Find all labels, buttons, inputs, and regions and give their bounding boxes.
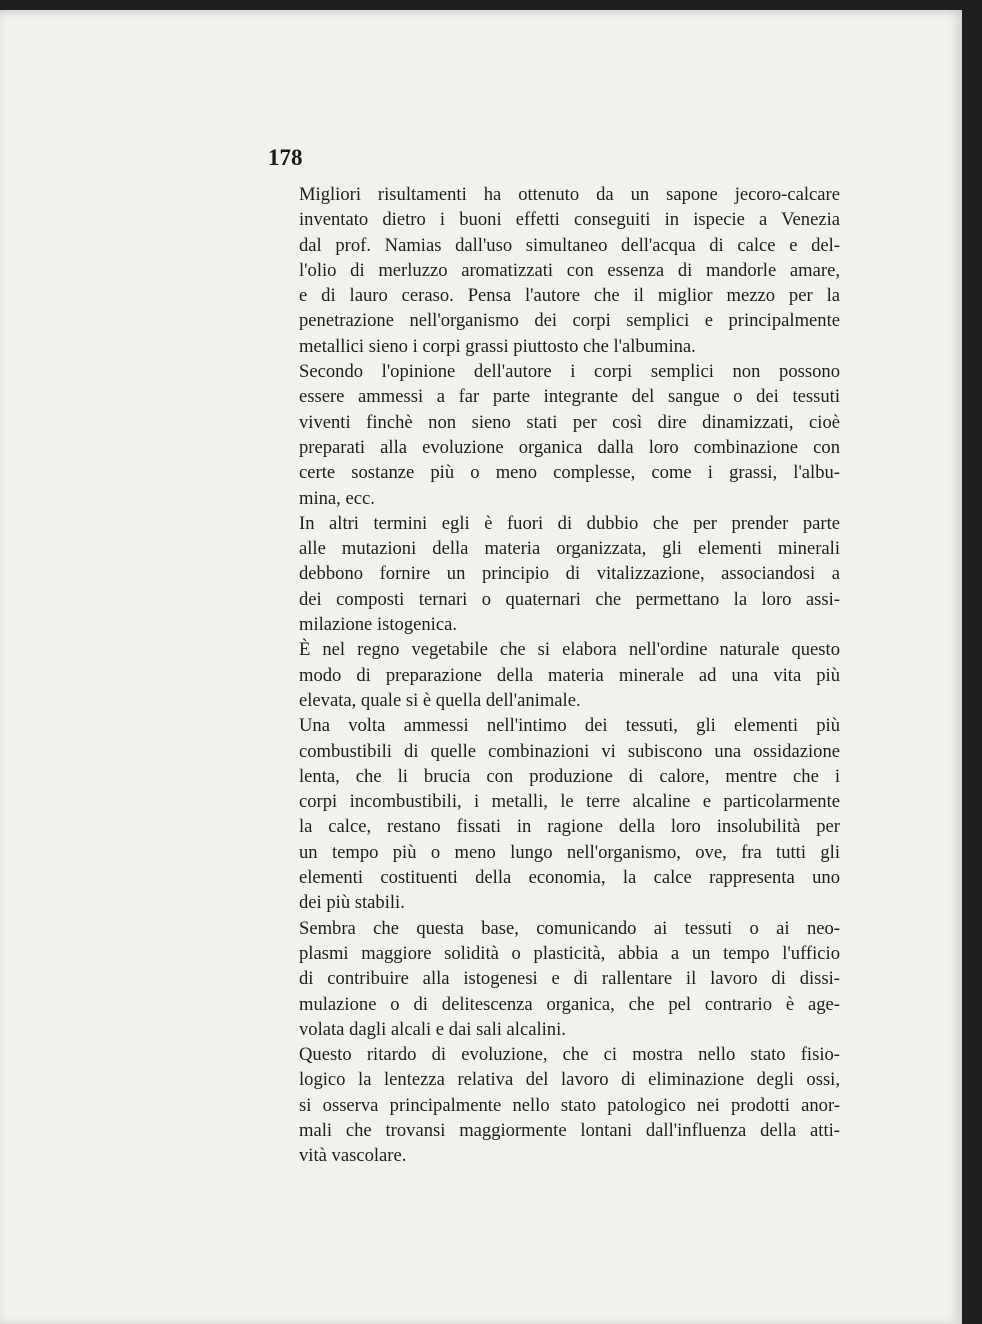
text-line: alle mutazioni della materia organizzata, gli elementi minerali <box>299 538 840 560</box>
book-page <box>0 10 962 1324</box>
text-line: si osserva principalmente nello stato patologico nei prodotti anor- <box>299 1094 840 1116</box>
text-line: metallici sieno i corpi grassi piuttosto che l'albumina. <box>299 335 696 357</box>
text-line: viventi finchè non sieno stati per così dire dinamizzati, cioè <box>299 411 840 433</box>
paragraph-1 <box>275 182 840 359</box>
text-line: e di lauro ceraso. Pensa l'autore che il miglior mezzo per la <box>299 285 840 307</box>
text-line: milazione istogenica. <box>299 614 457 636</box>
text-line: elementi costituenti della economia, la calce rappresenta uno <box>299 867 840 889</box>
text-line: debbono fornire un principio di vitalizzazione, associandosi a <box>299 563 840 585</box>
paragraph-7 <box>275 1042 840 1168</box>
paragraph-6 <box>275 916 840 1042</box>
text-line: volata dagli alcali e dai sali alcalini. <box>299 1018 566 1040</box>
text-line: certe sostanze più o meno complesse, come i grassi, l'albu- <box>299 462 840 484</box>
text-line: combustibili di quelle combinazioni vi subiscono una ossidazione <box>299 740 840 762</box>
text-line: mulazione o di delitescenza organica, che pel contrario è age- <box>299 993 840 1015</box>
text-line: vità vascolare. <box>299 1145 407 1167</box>
text-line: In altri termini egli è fuori di dubbio che per prender parte <box>299 512 840 534</box>
text-line: preparati alla evoluzione organica dalla loro combinazione con <box>299 436 840 458</box>
text-line: mali che trovansi maggiormente lontani dall'influenza della atti- <box>299 1119 840 1141</box>
paragraph-2 <box>275 359 840 511</box>
text-line: un tempo più o meno lungo nell'organismo, ove, fra tutti gli <box>299 841 840 863</box>
text-line: Una volta ammessi nell'intimo dei tessuti, gli elementi più <box>299 715 840 737</box>
text-line: inventato dietro i buoni effetti conseguiti in ispecie a Venezia <box>299 209 840 231</box>
text-line: di contribuire alla istogenesi e di rallentare il lavoro di dissi- <box>299 968 840 990</box>
text-line: corpi incombustibili, i metalli, le terre alcaline e particolarmente <box>299 791 840 813</box>
paragraph-5 <box>275 713 840 915</box>
page-number: 178 <box>268 145 303 170</box>
text-line: È nel regno vegetabile che si elabora nell'ordine naturale questo <box>299 639 840 661</box>
text-line: modo di preparazione della materia minerale ad una vita più <box>299 664 840 686</box>
text-line: logico la lentezza relativa del lavoro di eliminazione degli ossi, <box>299 1069 840 1091</box>
text-line: l'olio di merluzzo aromatizzati con essenza di mandorle amare, <box>299 259 840 281</box>
paragraph-3 <box>275 511 840 637</box>
text-line: elevata, quale si è quella dell'animale. <box>299 689 581 711</box>
text-line: mina, ecc. <box>299 487 375 509</box>
text-line: Questo ritardo di evoluzione, che ci mostra nello stato fisio- <box>299 1044 840 1066</box>
text-line: plasmi maggiore solidità o plasticità, abbia a un tempo l'ufficio <box>299 942 840 964</box>
paragraph-4 <box>275 637 840 713</box>
text-line: penetrazione nell'organismo dei corpi semplici e principalmente <box>299 310 840 332</box>
text-line: Secondo l'opinione dell'autore i corpi semplici non possono <box>299 361 840 383</box>
text-line: dei più stabili. <box>299 892 405 914</box>
text-line: essere ammessi a far parte integrante del sangue o dei tessuti <box>299 386 840 408</box>
body-text <box>275 182 840 1169</box>
text-line: Sembra che questa base, comunicando ai tessuti o ai neo- <box>299 917 840 939</box>
text-line: dal prof. Namias dall'uso simultaneo dell'acqua di calce e del- <box>299 234 840 256</box>
text-line: lenta, che li brucia con produzione di calore, mentre che i <box>299 765 840 787</box>
text-line: la calce, restano fissati in ragione della loro insolubilità per <box>299 816 840 838</box>
text-line: dei composti ternari o quaternari che permettano la loro assi- <box>299 588 840 610</box>
text-line: Migliori risultamenti ha ottenuto da un sapone jecoro-calcare <box>299 184 840 205</box>
